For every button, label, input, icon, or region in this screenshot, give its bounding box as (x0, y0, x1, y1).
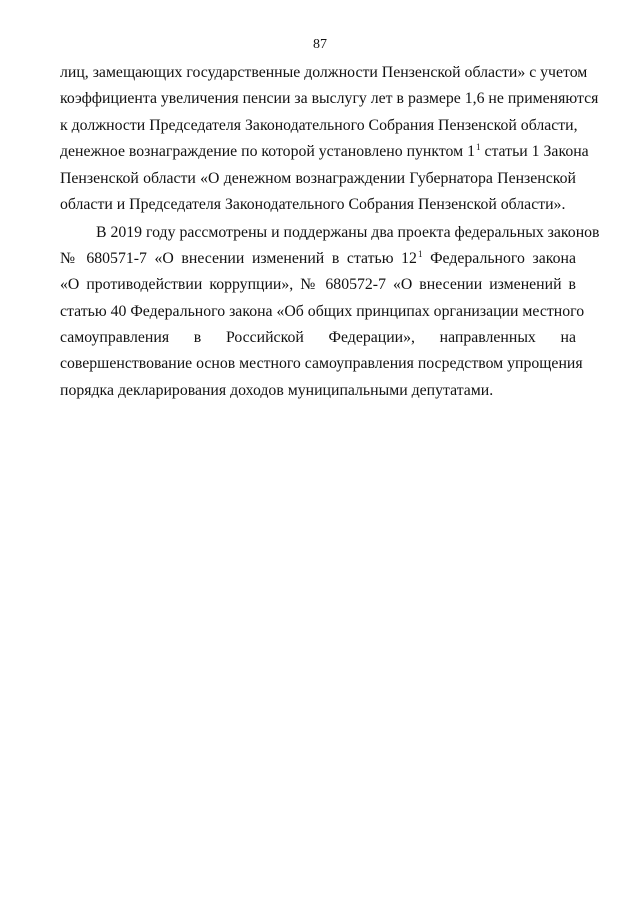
text-line: «О противодействии коррупции», № 680572-7 «О внесении изменений в (60, 276, 576, 294)
text-segment: № 680571-7 «О внесении изменений в статью 12 (60, 249, 417, 267)
superscript: 1 (417, 248, 423, 259)
text-line: к должности Председателя Законодательного Собрания Пензенской области, (60, 116, 578, 134)
text-segment: денежное вознаграждение по которой установлено пунктом 1 (60, 143, 475, 161)
text-line (60, 246, 576, 272)
document-body (60, 60, 600, 404)
text-line: лиц, замещающих государственные должности Пензенской области» с учетом (60, 64, 588, 81)
text-line: самоуправления в Российской Федерации», направленных на (60, 329, 576, 347)
text-line: области и Председателя Законодательного Собрания Пензенской области». (60, 195, 566, 213)
text-line: Пензенской области «О денежном вознаграждении Губернатора Пензенской (60, 169, 576, 187)
text-line: статью 40 Федерального закона «Об общих принципах организации местного (60, 302, 585, 320)
text-line: порядка декларирования доходов муниципальными депутатами. (60, 381, 494, 399)
text-segment: статьи 1 Закона (480, 143, 589, 161)
text-segment: Федерального закона (422, 249, 576, 267)
paragraph-1 (60, 60, 599, 218)
text-line: коэффициента увеличения пенсии за выслугу лет в размере 1,6 не применяются (60, 90, 599, 108)
text-line: совершенствование основ местного самоуправления посредством упрощения (60, 355, 583, 373)
text-line: В 2019 году рассмотрены и поддержаны два проекта федеральных законов (96, 223, 600, 241)
superscript: 1 (476, 142, 481, 153)
text-line (60, 139, 589, 165)
page-number: 87 (313, 37, 327, 52)
paragraph-2 (60, 220, 600, 405)
